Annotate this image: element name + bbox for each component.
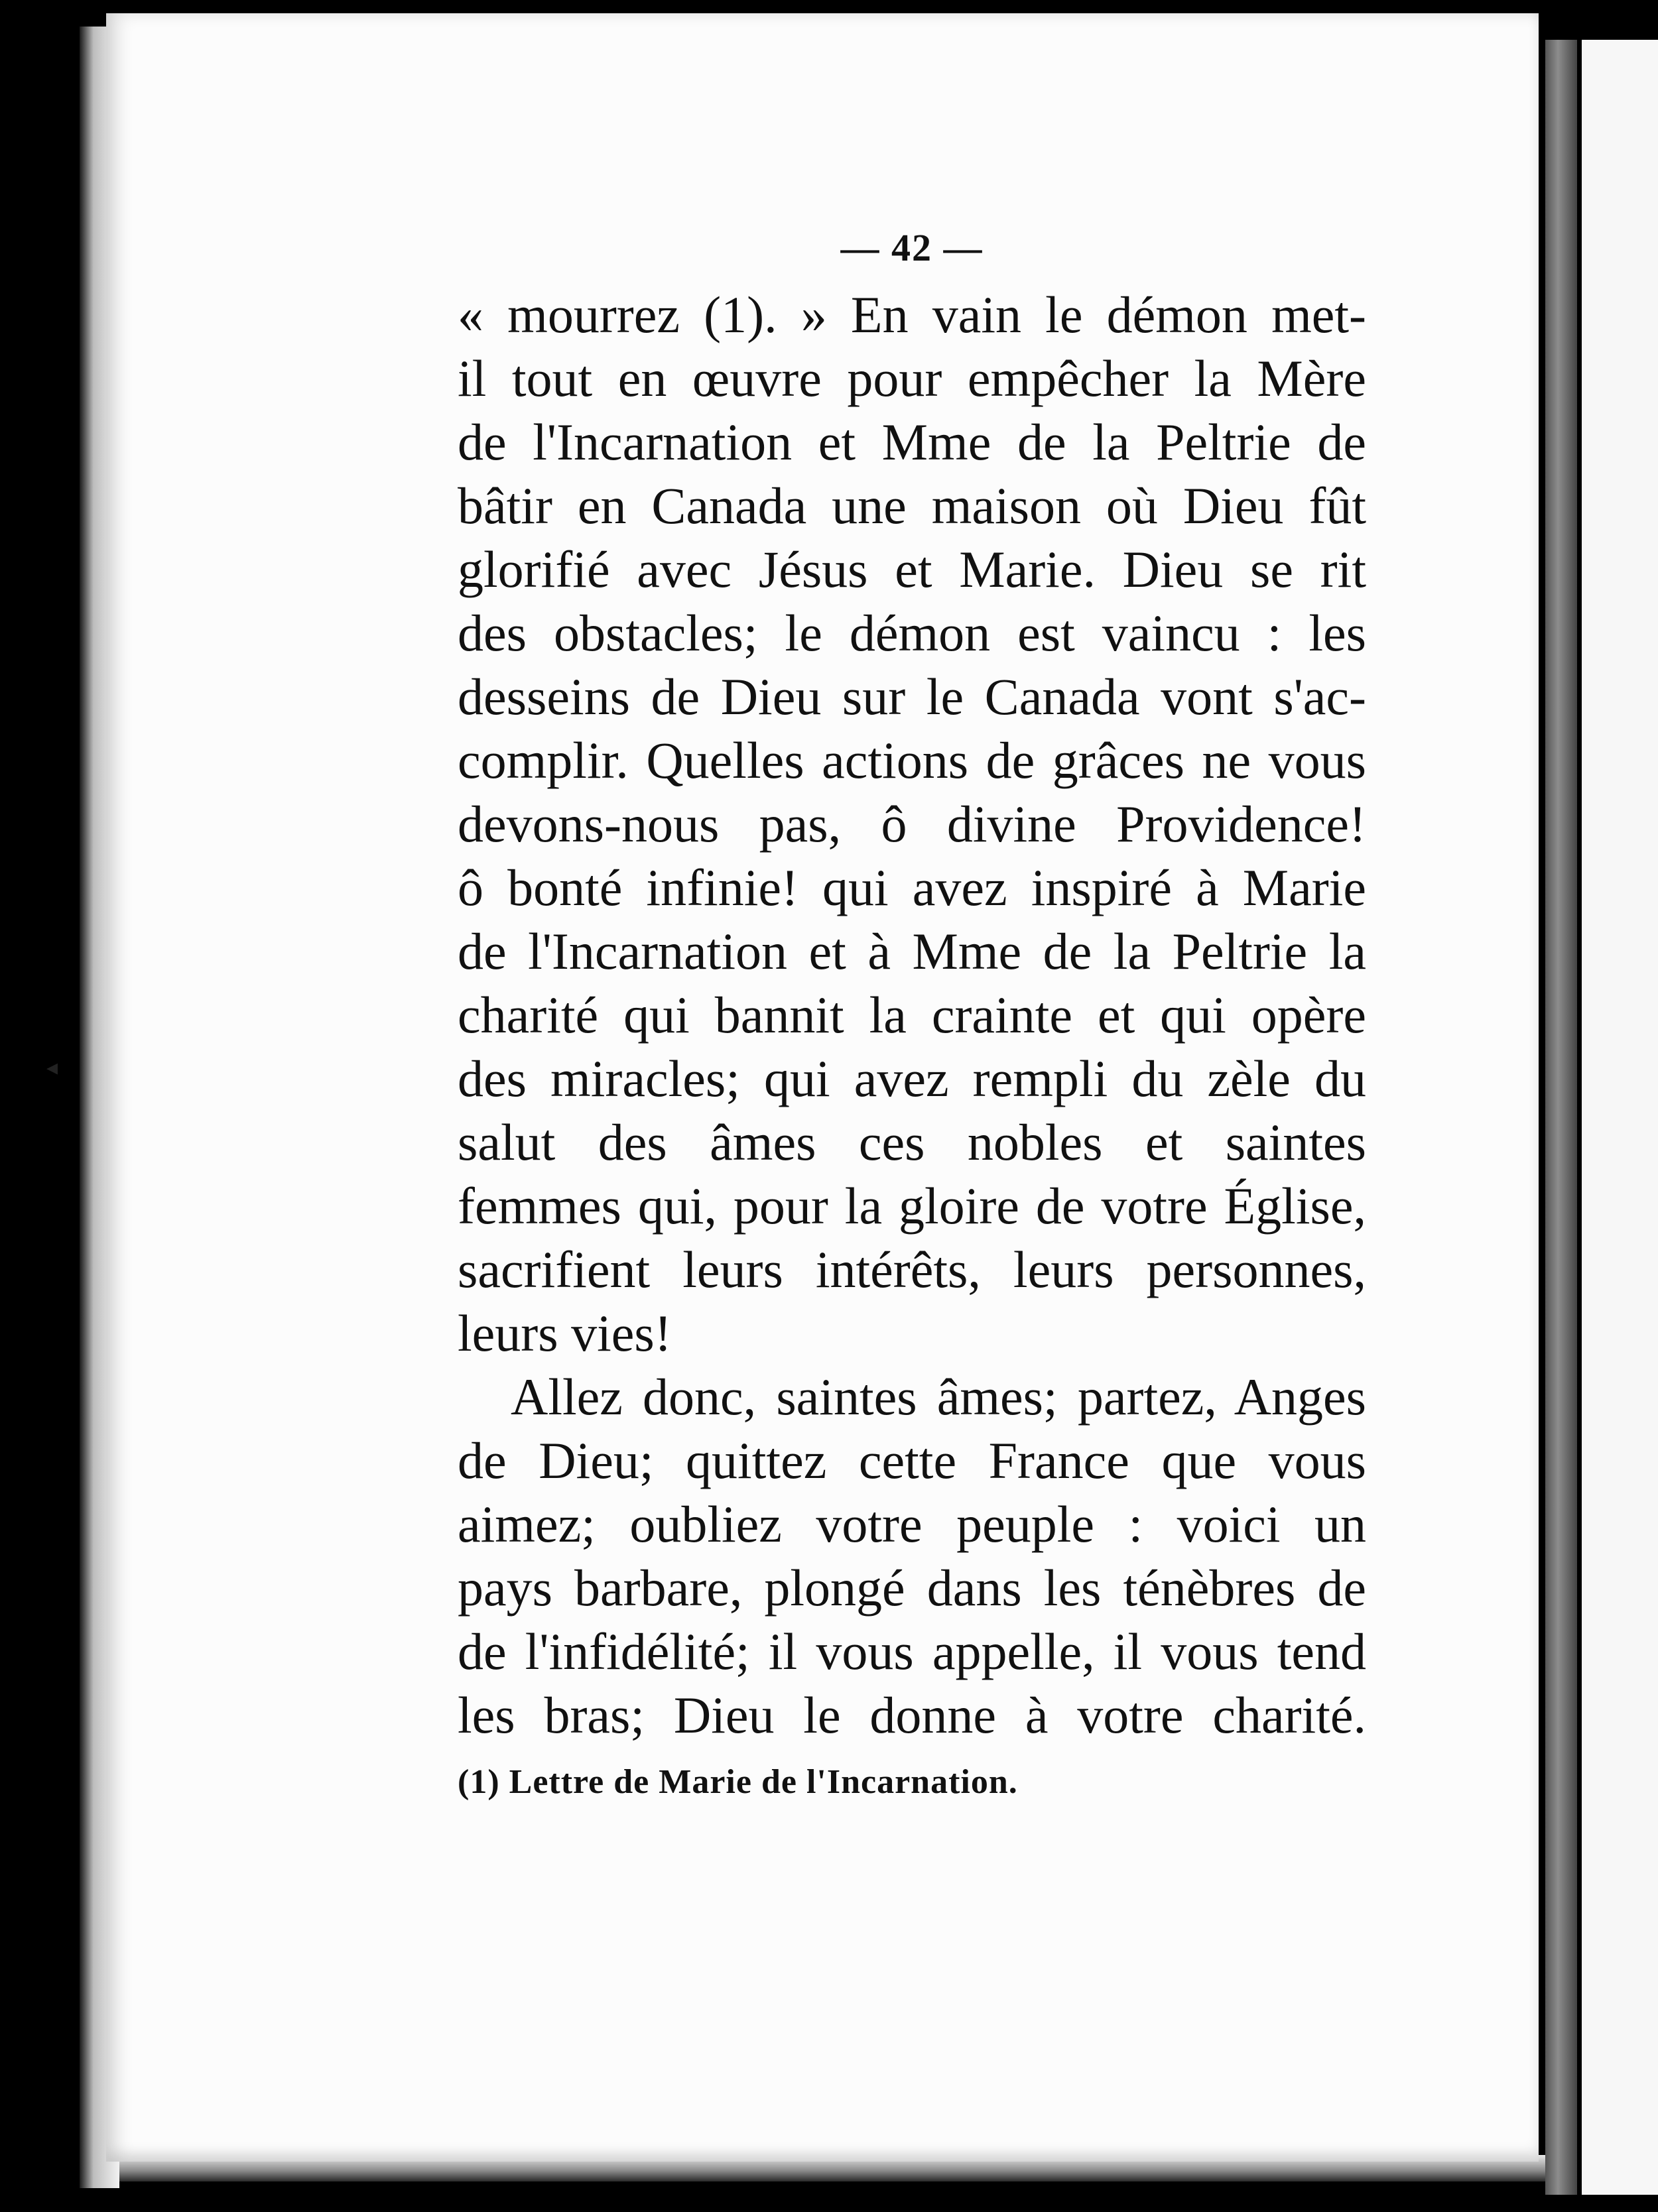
text-line: de l'Incarnation et à Mme de la Peltrie la — [458, 922, 1366, 980]
text-line: les bras; Dieu le donne à votre charité. — [458, 1686, 1366, 1744]
text-line: de l'infidélité; il vous appelle, il vous tend — [458, 1623, 1366, 1680]
text-line: il tout en œuvre pour empêcher la Mère — [458, 349, 1366, 407]
paragraph-1 — [458, 283, 1366, 1365]
text-line: Allez donc, saintes âmes; partez, Anges — [511, 1368, 1366, 1426]
adjacent-page — [1582, 40, 1658, 2195]
text-line: des obstacles; le démon est vaincu : les — [458, 604, 1366, 662]
text-line: des miracles; qui avez rempli du zèle du — [458, 1050, 1366, 1107]
text-line: desseins de Dieu sur le Canada vont s'ac- — [458, 668, 1366, 725]
text-line: salut des âmes ces nobles et saintes — [458, 1113, 1366, 1171]
text-line: de l'Incarnation et Mme de la Peltrie de — [458, 413, 1366, 471]
paragraph-2 — [458, 1365, 1366, 1747]
text-line: femmes qui, pour la gloire de votre Église, — [458, 1177, 1366, 1235]
page-text — [458, 225, 1366, 1806]
text-line: « mourrez (1). » En vain le démon met- — [458, 286, 1366, 343]
text-line: devons-nous pas, ô divine Providence! — [458, 795, 1366, 853]
margin-mark: ◂ — [46, 1054, 58, 1081]
page-number: — 42 — — [840, 226, 984, 269]
text-line: leurs vies! — [458, 1304, 672, 1362]
text-line: charité qui bannit la crainte et qui opère — [458, 986, 1366, 1044]
text-line: complir. Quelles actions de grâces ne vous — [458, 731, 1366, 789]
book-binding — [1545, 40, 1577, 2195]
text-line: sacrifient leurs intérêts, leurs personnes, — [458, 1241, 1366, 1298]
text-line: glorifié avec Jésus et Marie. Dieu se rit — [458, 540, 1366, 598]
text-line: aimez; oubliez votre peuple : voici un — [458, 1495, 1366, 1553]
text-line: de Dieu; quittez cette France que vous — [458, 1432, 1366, 1489]
text-line: bâtir en Canada une maison où Dieu fût — [458, 477, 1366, 534]
text-line: pays barbare, plongé dans les ténèbres de — [458, 1559, 1366, 1617]
footnote: (1) Lettre de Marie de l'Incarnation. — [458, 1763, 1018, 1801]
text-line: ô bonté infinie! qui avez inspiré à Marie — [458, 859, 1366, 916]
